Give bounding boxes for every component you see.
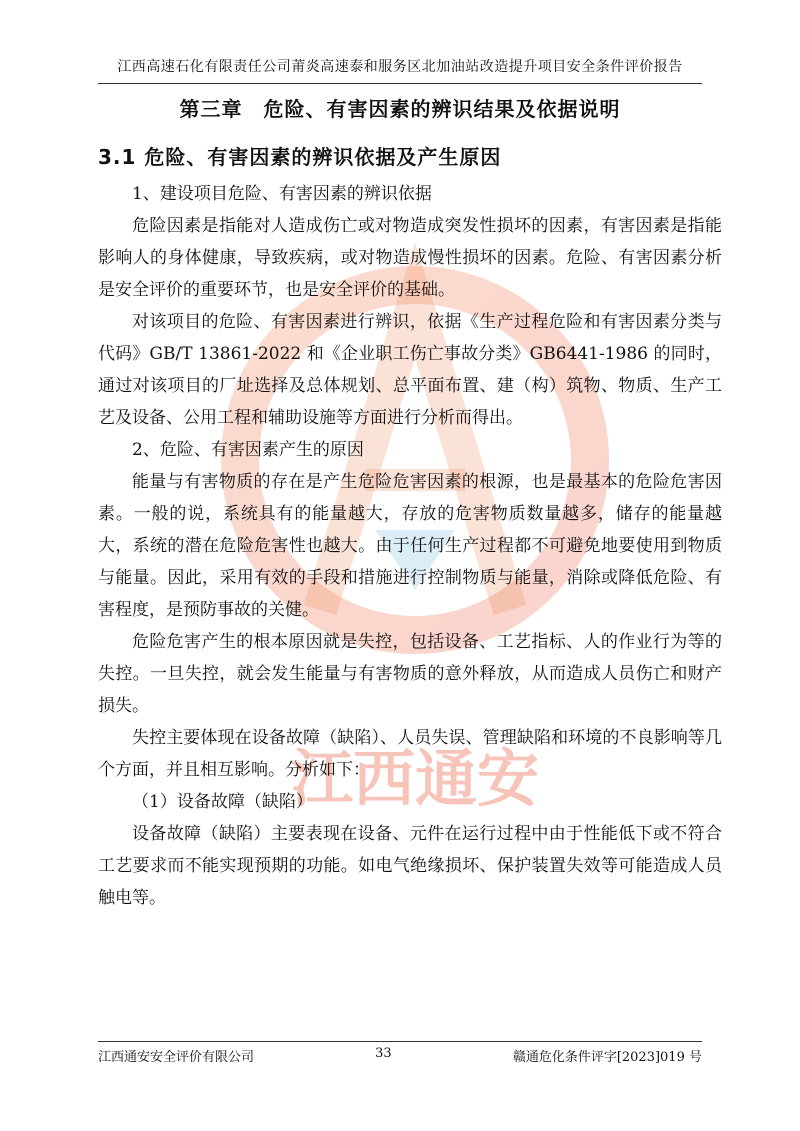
paragraph: 失控主要体现在设备故障（缺陷）、人员失误、管理缺陷和环境的不良影响等几个方面，并且相互影响。分析如下： — [98, 728, 722, 780]
paragraph-basis-heading: 1、建设项目危险、有害因素的辨识依据 — [132, 184, 432, 204]
paragraph: 对该项目的危险、有害因素进行辨识，依据《生产过程危险和有害因素分类与代码》GB/T 13861-2022 和《企业职工伤亡事故分类》GB6441-1986 的同时，通过对该项目的厂址选择及总体规划、总平面布置、建（构）筑物、物质、生产工艺及设备、公用工程和辅助设施等方面进行分析而得出。 — [98, 312, 722, 428]
paragraph-subheading: （1）设备故障（缺陷） — [132, 792, 313, 812]
page-number: 33 — [375, 1046, 392, 1061]
paragraph: 设备故障（缺陷）主要表现在设备、元件在运行过程中由于性能低下或不符合工艺要求而不能实现预期的功能。如电气绝缘损坏、保护装置失效等可能造成人员触电等。 — [98, 824, 722, 908]
paragraph: 危险因素是指能对人造成伤亡或对物造成突发性损坏的因素，有害因素是指能影响人的身体健康，导致疾病，或对物造成慢性损坏的因素。危险、有害因素分析是安全评价的重要环节，也是安全评价的基础。 — [98, 216, 722, 300]
document-number: 赣通危化条件评字[2023]019 号 — [512, 1050, 702, 1065]
paragraph: 危险危害产生的根本原因就是失控，包括设备、工艺指标、人的作业行为等的失控。一旦失控，就会发生能量与有害物质的意外释放，从而造成人员伤亡和财产损失。 — [98, 632, 722, 716]
svg-text:江西通安: 江西通安 — [290, 742, 540, 815]
header-divider — [98, 83, 702, 84]
page-footer — [98, 1046, 702, 1065]
footer-company: 江西通安安全评价有限公司 — [98, 1050, 255, 1065]
paragraph: 能量与有害物质的存在是产生危险危害因素的根源，也是最基本的危险危害因素。一般的说，系统具有的能量越大，存放的危害物质数量越多，储存的能量越大，系统的潜在危险危害性也越大。由于任何生产过程都不可避免地要使用到物质与能量。因此，采用有效的手段和措施进行控制物质与能量，消除或降低危险、有害程度，是预防事故的关健。 — [98, 472, 722, 620]
footer-divider — [98, 1041, 702, 1042]
section-title: 3.1 危险、有害因素的辨识依据及产生原因 — [98, 145, 502, 169]
chapter-title: 第三章 危险、有害因素的辨识结果及依据说明 — [179, 97, 621, 121]
page-header: 江西高速石化有限责任公司莆炎高速泰和服务区北加油站改造提升项目安全条件评价报告 — [117, 59, 683, 75]
paragraph-cause-heading: 2、危险、有害因素产生的原因 — [132, 440, 364, 460]
body-text — [98, 178, 722, 914]
